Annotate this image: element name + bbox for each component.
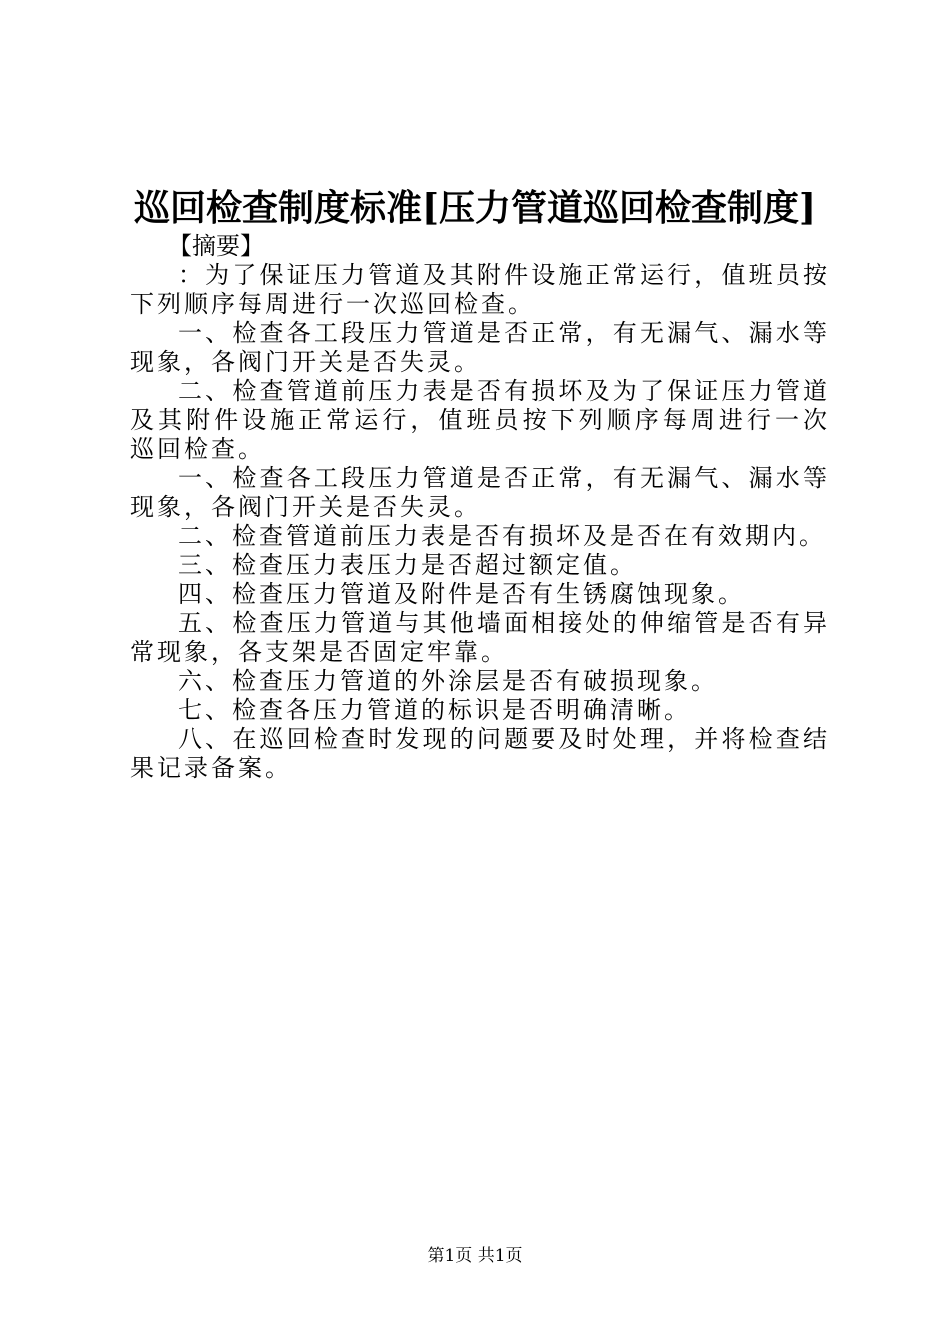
paragraph-item-5: 五、检查压力管道与其他墙面相接处的伸缩管是否有异常现象，各支架是否固定牢靠。: [130, 609, 830, 666]
paragraph-item-7: 七、检查各压力管道的标识是否明确清晰。: [178, 696, 691, 724]
paragraph-item-2-repeat: 二、检查管道前压力表是否有损坏及是否在有效期内。: [178, 522, 826, 550]
paragraph-item-1-repeat: 一、检查各工段压力管道是否正常，有无漏气、漏水等现象，各阀门开关是否失灵。: [130, 464, 830, 521]
document-title: 巡回检查制度标准[压力管道巡回检查制度]: [133, 187, 817, 229]
paragraph-item-1: 一、检查各工段压力管道是否正常，有无漏气、漏水等现象，各阀门开关是否失灵。: [130, 319, 830, 376]
paragraph-item-6: 六、检查压力管道的外涂层是否有破损现象。: [178, 667, 718, 695]
paragraph-item-2: 二、检查管道前压力表是否有损坏及为了保证压力管道及其附件设施正常运行，值班员按下列顺序每周进行一次巡回检查。: [130, 377, 830, 463]
page-footer: 第1页 共1页: [427, 1246, 523, 1266]
paragraph-item-4: 四、检查压力管道及附件是否有生锈腐蚀现象。: [178, 580, 745, 608]
document-body: [130, 232, 830, 783]
paragraph-item-3: 三、检查压力表压力是否超过额定值。: [178, 551, 637, 579]
paragraph-intro: ：为了保证压力管道及其附件设施正常运行，值班员按下列顺序每周进行一次巡回检查。: [130, 261, 830, 318]
paragraph-item-8: 八、在巡回检查时发现的问题要及时处理，并将检查结果记录备案。: [130, 725, 830, 782]
abstract-label: 【摘要】: [168, 232, 264, 260]
